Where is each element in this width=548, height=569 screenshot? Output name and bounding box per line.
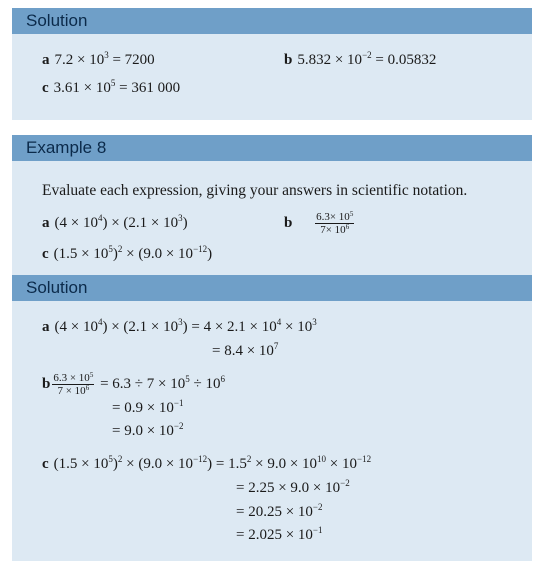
example-part-b: b $\frac{6.3\times 10^5}{7\times 10^6}$ bbox=[284, 210, 354, 237]
example-instruction: Evaluate each expression, giving your answers in scientific notation. bbox=[42, 182, 468, 199]
solution-b-line-2: = $0.9 \times 10^{-1}$ bbox=[112, 398, 184, 416]
example-heading: Example 8 bbox=[12, 135, 532, 161]
solution-b-line-3: = $9.0 \times 10^{-2}$ bbox=[112, 421, 184, 439]
example-panel bbox=[12, 135, 532, 561]
example-part-c: c $(1.5 \times 10^5)^2 \times (9.0 \times 10^{-12})$ bbox=[42, 244, 213, 262]
solution-c-line-2: = $2.25 \times 9.0 \times 10^{-2}$ bbox=[236, 478, 350, 496]
solution-panel-1 bbox=[12, 8, 532, 120]
solution-c-line-4: = $2.025 \times 10^{-1}$ bbox=[236, 525, 323, 543]
solution-a-line-2: = $8.4 \times 10^7$ bbox=[212, 341, 279, 359]
solution-heading-1: Solution bbox=[12, 8, 532, 34]
solution-c-line-3: = $20.25 \times 10^{-2}$ bbox=[236, 502, 323, 520]
solution-a-line-1: a $(4 \times 10^4) \times (2.1 \times 10^3) = 4 \times 2.1 \times 10^4 \times 10^3$ bbox=[42, 317, 317, 335]
answer-b-1: b $5.832 \times 10^{-2} = 0.05832$ bbox=[284, 50, 437, 68]
example-part-a: a $(4 \times 10^4) \times (2.1 \times 10^3)$ bbox=[42, 213, 188, 231]
solution-b-line-1: b $\frac{6.3 \times 10^5}{7 \times 10^6}$ = $6.3 \div 7 \times 10^5 \div 10^6$ bbox=[42, 371, 225, 398]
solution-fraction-b: $\frac{6.3 \times 10^5}{7 \times 10^6}$ bbox=[53, 371, 94, 398]
solution-heading-2: Solution bbox=[12, 275, 532, 301]
solution-c-line-1: c $(1.5 \times 10^5)^2 \times (9.0 \times 10^{-12}) = 1.5^2 \times 9.0 \times 10^{10} \times 10^{-12}$ bbox=[42, 454, 372, 472]
example-fraction-b: $\frac{6.3\times 10^5}{7\times 10^6}$ bbox=[316, 210, 354, 237]
answer-a-1: a $7.2 \times 10^3 = 7200$ bbox=[42, 50, 155, 68]
answer-c-1: c $3.61 \times 10^5 = 361$ 000 bbox=[42, 78, 181, 96]
